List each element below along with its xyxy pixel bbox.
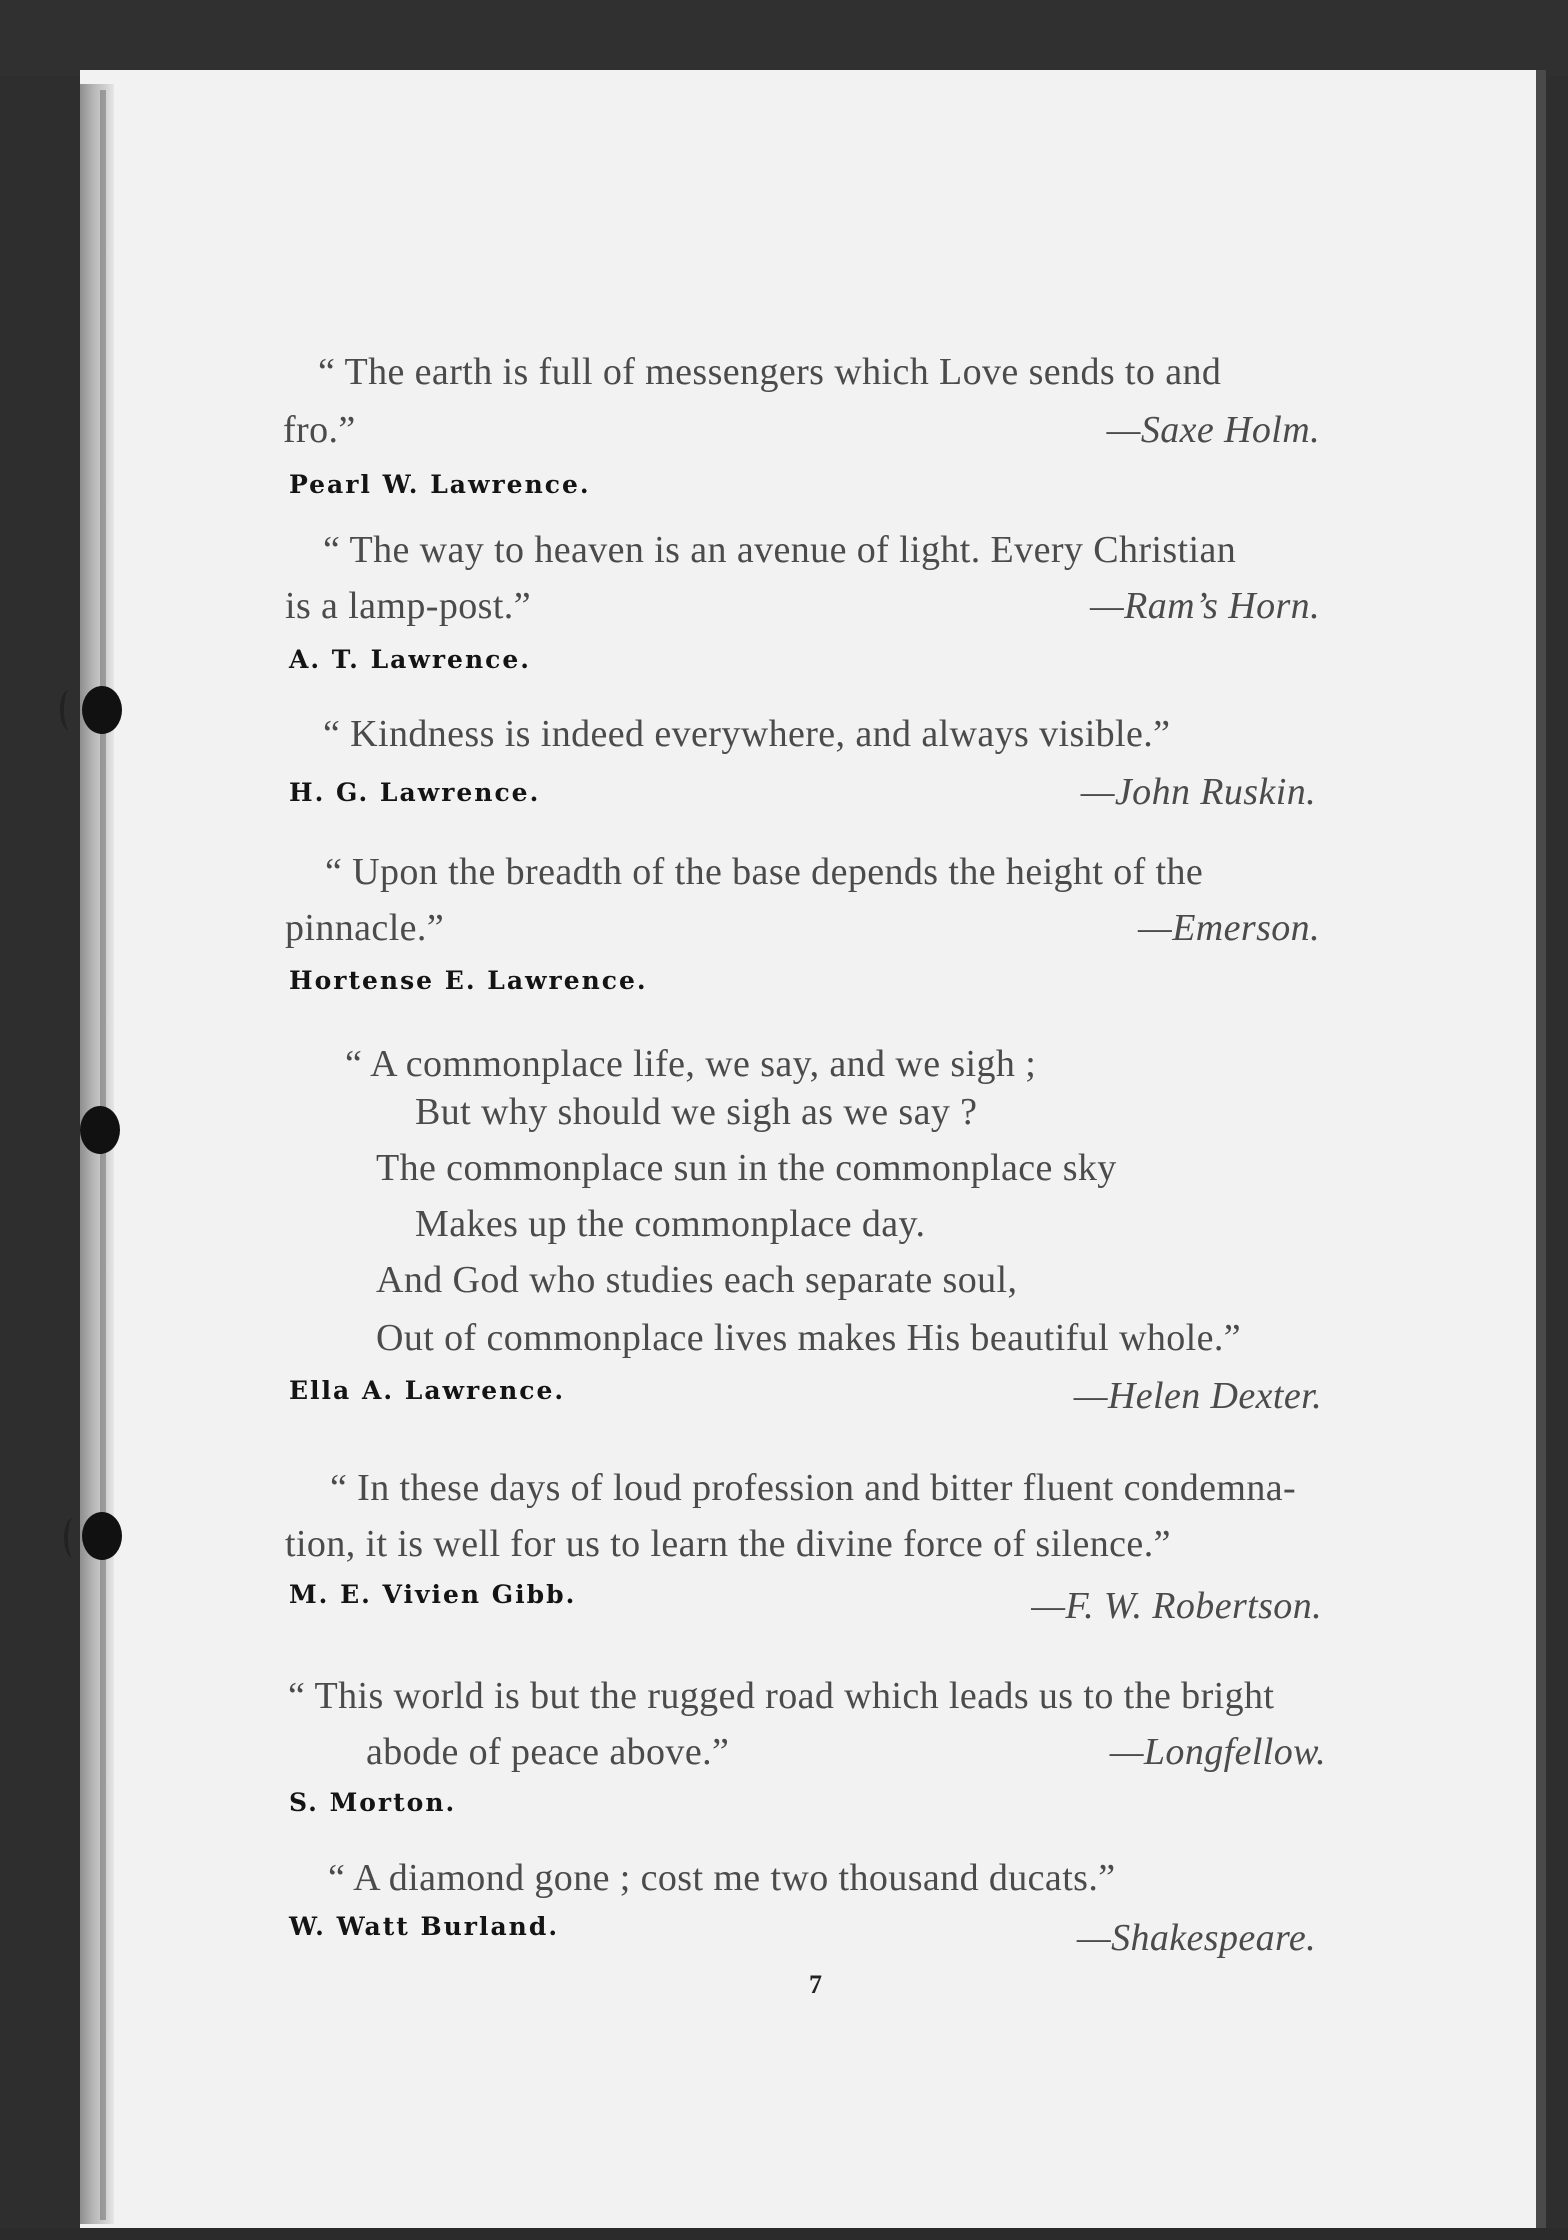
contributor-name: A. T. Lawrence.	[289, 645, 531, 674]
contributor-name: Hortense E. Lawrence.	[289, 966, 648, 995]
binding-hole	[82, 1512, 122, 1560]
poem-line: And God who studies each separate soul,	[376, 1259, 1018, 1301]
page-right-edge	[1536, 70, 1546, 2230]
scan-bottom-border	[0, 2228, 1568, 2240]
quote-attribution: —F. W. Robertson.	[1031, 1585, 1322, 1627]
quote-line: “ The earth is full of messengers which Love sends to and	[318, 351, 1222, 393]
quote-line: “ This world is but the rugged road which leads us to the bright	[288, 1675, 1275, 1717]
poem-line: “ A commonplace life, we say, and we sigh ;	[345, 1043, 1037, 1085]
page-number: 7	[809, 1970, 822, 1999]
quote-line: pinnacle.”	[285, 907, 445, 949]
quote-attribution: —Longfellow.	[1109, 1731, 1326, 1773]
quote-line: “ Upon the breadth of the base depends the height of the	[325, 851, 1204, 893]
quote-line: is a lamp-post.”	[285, 585, 531, 627]
contributor-name: H. G. Lawrence.	[289, 778, 541, 807]
poem-line: The commonplace sun in the commonplace sky	[376, 1147, 1117, 1189]
contributor-name: Ella A. Lawrence.	[289, 1376, 566, 1405]
hole-shadow	[64, 1518, 82, 1558]
quote-attribution: —Emerson.	[1138, 907, 1320, 949]
quote-line: “ In these days of loud profession and bitter fluent condemna-	[330, 1467, 1297, 1509]
quote-line: “ The way to heaven is an avenue of light. Every Christian	[323, 529, 1237, 571]
quote-attribution: —Ram’s Horn.	[1089, 585, 1320, 627]
quote-attribution: —John Ruskin.	[1080, 771, 1316, 813]
hole-shadow	[60, 690, 78, 730]
quote-attribution: —Shakespeare.	[1076, 1917, 1316, 1959]
quote-attribution: —Helen Dexter.	[1073, 1375, 1322, 1417]
quote-line: “ A diamond gone ; cost me two thousand ducats.”	[328, 1857, 1116, 1899]
quote-line: “ Kindness is indeed everywhere, and always visible.”	[323, 713, 1171, 755]
binding-hole	[82, 686, 122, 734]
contributor-name: S. Morton.	[289, 1788, 457, 1817]
poem-line: But why should we sigh as we say ?	[415, 1091, 978, 1133]
poem-line: Out of commonplace lives makes His beautiful whole.”	[376, 1317, 1242, 1359]
scan-top-border	[0, 0, 1568, 76]
quote-line: fro.”	[283, 409, 356, 451]
binding-hole	[80, 1106, 120, 1154]
contributor-name: M. E. Vivien Gibb.	[289, 1580, 577, 1609]
quote-line: abode of peace above.”	[366, 1731, 730, 1773]
binding-spine	[80, 84, 114, 2224]
poem-line: Makes up the commonplace day.	[415, 1203, 926, 1245]
spine-shadow	[100, 90, 106, 2220]
contributor-name: W. Watt Burland.	[289, 1912, 560, 1941]
contributor-name: Pearl W. Lawrence.	[289, 470, 591, 499]
quote-attribution: —Saxe Holm.	[1106, 409, 1320, 451]
quote-line: tion, it is well for us to learn the divine force of silence.”	[285, 1523, 1171, 1565]
